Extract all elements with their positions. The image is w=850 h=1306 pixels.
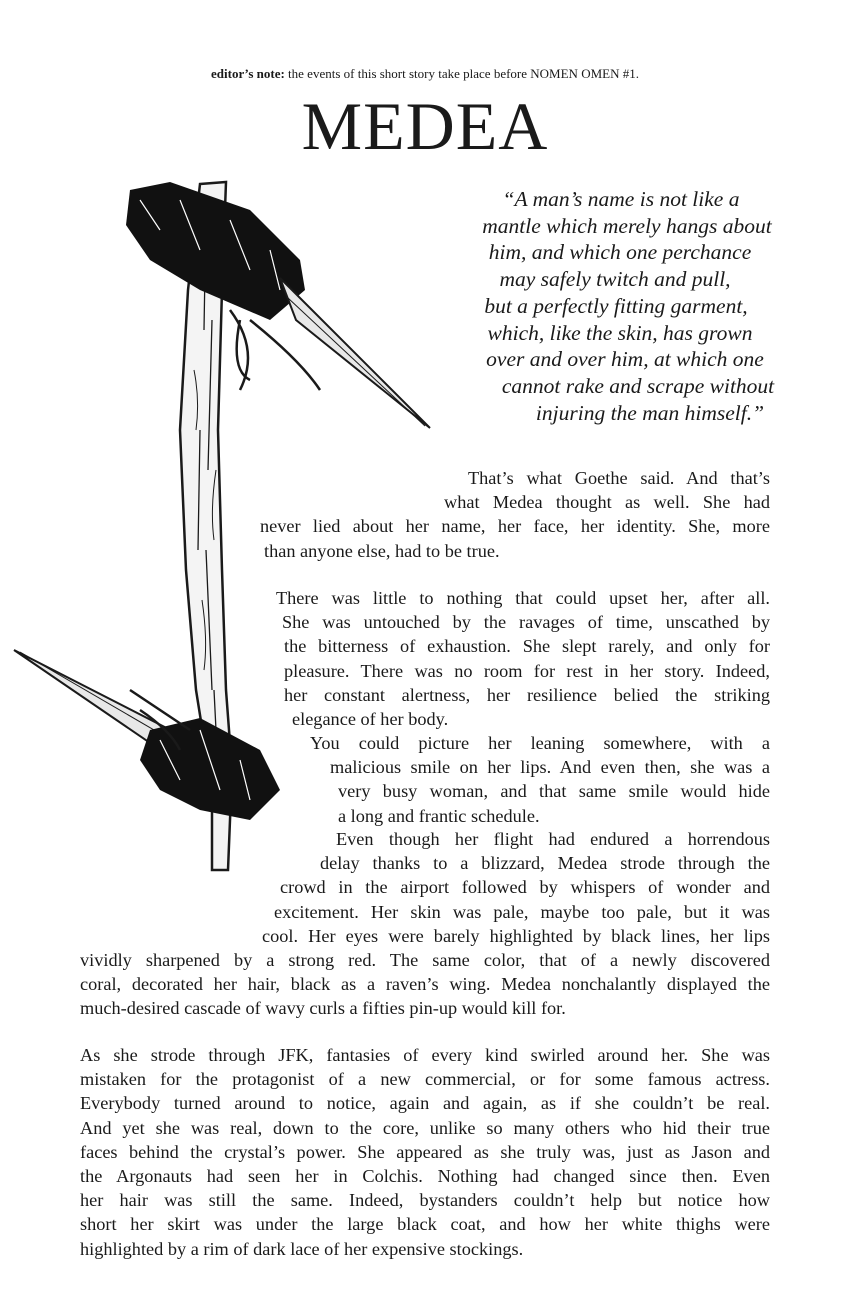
- text-line: elegance of her body.: [292, 709, 449, 730]
- quote-line: cannot rake and scrape without: [501, 373, 775, 398]
- text-line: cool. Her eyes were barely highlighted by black lines, her lips: [262, 925, 770, 946]
- text-line: pleasure. There was no room for rest in her story. Indeed,: [284, 660, 770, 681]
- text-line: vividly sharpened by a strong red. The same color, that of a newly discovered: [80, 950, 770, 971]
- epigraph-quote: [430, 186, 790, 426]
- text-line: delay thanks to a blizzard, Medea strode through the: [320, 853, 770, 874]
- editors-note-text: the events of this short story take place before NOMEN OMEN #1.: [284, 66, 639, 81]
- text-line: Even though her flight had endured a horrendous: [336, 829, 770, 849]
- quote-line: him, and which one perchance: [488, 240, 752, 265]
- text-line: short her skirt was under the large black coat, and how her white thighs were: [80, 1214, 770, 1235]
- text-line: She was untouched by the ravages of time, unscathed by: [282, 612, 770, 633]
- text-line: And yet she was real, down to the core, unlike so many others who hid their true: [80, 1117, 770, 1138]
- text-line: very busy woman, and that same smile would hide: [338, 781, 770, 802]
- editors-note-label: editor’s note:: [211, 66, 285, 81]
- text-line: much-desired cascade of wavy curls a fifties pin-up would kill for.: [80, 998, 566, 1019]
- text-line: faces behind the crystal’s power. She appeared as she truly was, just as Jason and: [80, 1141, 770, 1162]
- quote-line: but a perfectly fitting garment,: [484, 293, 748, 318]
- text-line: excitement. Her skin was pale, maybe too pale, but it was: [274, 901, 770, 922]
- text-line: her hair was still the same. Indeed, bystanders couldn’t help but notice how: [80, 1190, 770, 1211]
- quote-line: which, like the skin, has grown: [487, 320, 753, 345]
- text-line: mistaken for the protagonist of a new commercial, or for some famous actress.: [80, 1069, 770, 1090]
- text-line: her constant alertness, her resilience belied the striking: [284, 684, 770, 705]
- text-line: than anyone else, had to be true.: [264, 540, 500, 561]
- paragraph: [276, 586, 770, 731]
- paragraph: [80, 827, 770, 1021]
- text-line: coral, decorated her hair, black as a raven’s wing. Medea nonchalantly displayed the: [80, 974, 770, 995]
- text-line: crowd in the airport followed by whispers of wonder and: [280, 877, 770, 898]
- text-line: That’s what Goethe said. And that’s: [468, 468, 770, 488]
- paragraph: [80, 1043, 770, 1261]
- text-line: Everybody turned around to notice, again and again, as if she couldn’t be real.: [80, 1093, 770, 1114]
- text-line: highlighted by a rim of dark lace of her expensive stockings.: [80, 1238, 524, 1259]
- paragraph: [310, 731, 770, 828]
- paragraph: [260, 466, 770, 563]
- quote-line: mantle which merely hangs about: [482, 213, 772, 238]
- text-line: what Medea thought as well. She had: [444, 492, 770, 513]
- quote-line: “A man’s name is not like a: [502, 187, 740, 211]
- text-line: As she strode through JFK, fantasies of every kind swirled around her. She was: [80, 1045, 770, 1065]
- text-line: malicious smile on her lips. And even then, she was a: [330, 757, 770, 778]
- text-line: You could picture her leaning somewhere, with a: [310, 733, 770, 753]
- quote-line: may safely twitch and pull,: [499, 267, 731, 292]
- text-line: a long and frantic schedule.: [338, 805, 540, 826]
- text-line: There was little to nothing that could upset her, after all.: [276, 588, 770, 608]
- quote-line: over and over him, at which one: [486, 347, 764, 372]
- page-title: MEDEA: [301, 88, 549, 164]
- text-line: the Argonauts had seen her in Colchis. Nothing had changed since then. Even: [80, 1166, 770, 1187]
- text-line: the bitterness of exhaustion. She slept rarely, and only for: [284, 636, 770, 657]
- text-line: never lied about her name, her face, her identity. She, more: [260, 516, 770, 537]
- editors-note: [0, 66, 850, 82]
- quote-line: injuring the man himself.”: [535, 400, 765, 425]
